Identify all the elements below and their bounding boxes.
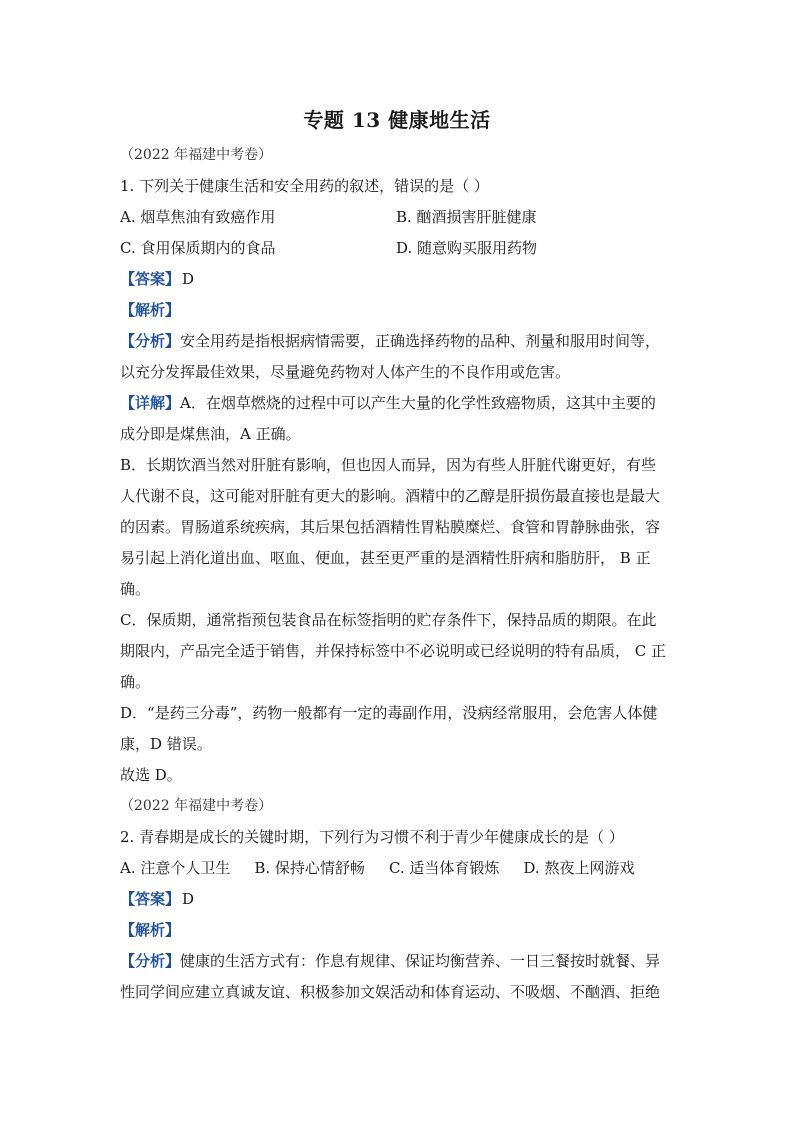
q2-option-b: B. 保持心情舒畅 [254,859,365,877]
q1-analysis-heading [120,295,674,326]
q2-fenxi-tag: 【分析】 [120,952,181,970]
q1-stem: 1. 下列关于健康生活和安全用药的叙述，错误的是（ ） [120,177,489,195]
q1-xiangjie-line-2: 成分即是煤焦油，A 正确。 [120,425,301,443]
q1-fenxi-line-1 [120,326,674,357]
q1-xiangjie-line-12: 康，D 错误。 [120,735,212,753]
q1-answer [120,264,674,295]
q2-option-d: D. 熬夜上网游戏 [523,859,635,877]
q1-answer-value: D [182,270,195,288]
q2-option-c: C. 适当体育锻炼 [388,859,500,877]
q1-answer-tag: 【答案】 [120,270,181,288]
q2-fenxi-line-2: 性同学间应建立真诚友谊、积极参加文娱活动和体育运动、不吸烟、不酗酒、拒绝 [120,983,661,1001]
q2-answer-value: D [182,890,195,908]
q1-xiangjie-line-10: 确。 [120,673,151,691]
q1-xiangjie-line-3: B．长期饮酒当然对肝脏有影响，但也因人而异，因为有些人肝脏代谢更好，有些 [120,456,657,474]
q1-xiangjie-line-8: C．保质期，通常指预包装食品在标签指明的贮存条件下，保持品质的期限。在此 [120,611,657,629]
q1-option-c: C. 食用保质期内的食品 [120,239,276,257]
q2-analysis-tag: 【解析】 [120,921,181,939]
q1-fenxi-text-1: 安全用药是指根据病情需要，正确选择药物的品种、剂量和服用时间等， [180,332,661,350]
q2-option-a: A. 注意个人卫生 [120,859,231,877]
q1-xiangjie-line-9: 期限内，产品完全适于销售，并保持标签中不必说明或已经说明的特有品质， C 正 [120,642,667,660]
q1-xiangjie-line-5: 的因素。胃肠道系统疾病，其后果包括酒精性胃粘膜糜烂、食管和胃静脉曲张，容 [120,518,661,536]
q1-option-d: D. 随意购买服用药物 [396,239,538,257]
page-title: 专题 13 健康地生活 [303,108,491,132]
q1-xiangjie-line-11: D．“是药三分毒”，药物一般都有一定的毒副作用，没病经常服用，会危害人体健 [120,704,658,722]
q1-option-a: A. 烟草焦油有致癌作用 [120,208,276,226]
q2-fenxi-line-1 [120,946,674,977]
q2-answer-tag: 【答案】 [120,890,181,908]
q1-option-b: B. 酗酒损害肝脏健康 [396,208,537,226]
q1-xiangjie-text-1: A．在烟草燃烧的过程中可以产生大量的化学性致癌物质，这其中主要的 [180,394,656,412]
q1-options-row-1 [120,202,674,233]
q2-source: （2022 年福建中考卷） [120,798,273,814]
q1-xiangjie-line-1 [120,388,674,419]
q2-answer [120,884,674,915]
q1-xiangjie-line-6: 易引起上消化道出血、呕血、便血，甚至更严重的是酒精性肝病和脂肪肝， B 正 [120,549,651,567]
q1-analysis-tag: 【解析】 [120,301,181,319]
q1-fenxi-line-2: 以充分发挥最佳效果，尽量避免药物对人体产生的不良作用或危害。 [120,363,571,381]
q1-source: （2022 年福建中考卷） [120,147,273,163]
q1-xiangjie-line-4: 人代谢不良，这可能对肝脏有更大的影响。酒精中的乙醇是肝损伤最直接也是最大 [120,487,661,505]
q1-fenxi-tag: 【分析】 [120,332,181,350]
q1-xiangjie-line-7: 确。 [120,580,151,598]
q1-options-row-2 [120,233,674,264]
q2-stem: 2. 青春期是成长的关键时期，下列行为习惯不利于青少年健康成长的是（ ） [120,828,624,846]
q1-xiangjie-line-13: 故选 D。 [120,766,182,784]
q2-analysis-heading [120,915,674,946]
q2-fenxi-text-1: 健康的生活方式有：作息有规律、保证均衡营养、一日三餐按时就餐、异 [180,952,661,970]
q2-options-row [120,853,674,884]
q1-xiangjie-tag: 【详解】 [120,394,181,412]
